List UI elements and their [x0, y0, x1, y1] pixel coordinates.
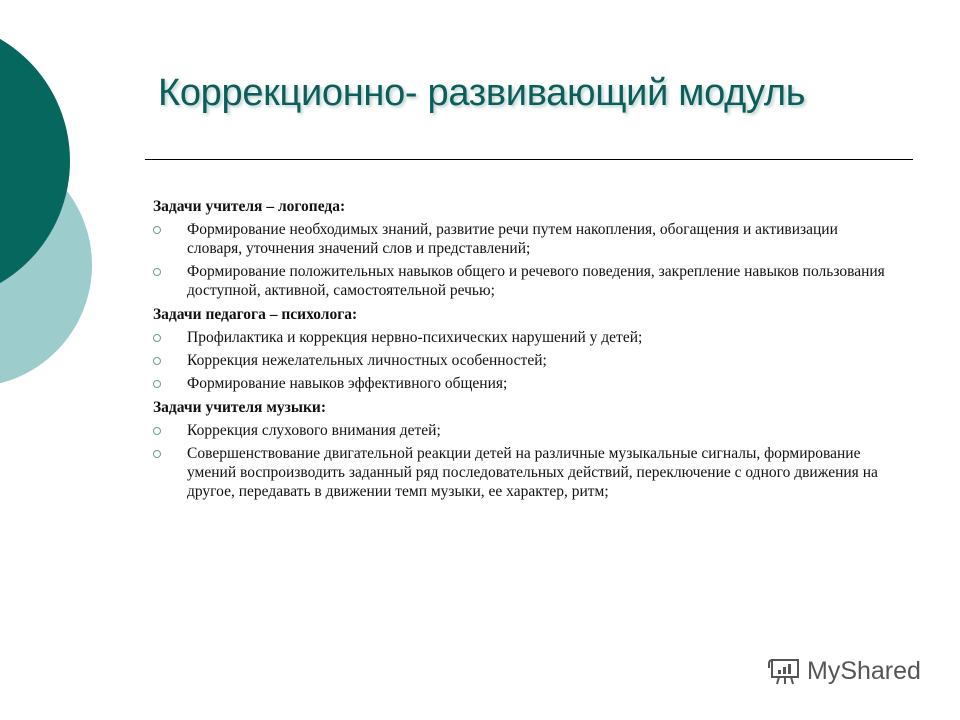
bullet-icon — [153, 427, 161, 435]
section-heading: Задачи педагога – психолога: — [153, 306, 358, 323]
title-divider — [145, 159, 913, 160]
slide-content — [153, 197, 893, 506]
section-heading: Задачи учителя – логопеда: — [153, 198, 346, 215]
list-item: Формирование необходимых знаний, развитие речи путем накопления, обогащения и активизации словаря, уточнения значений слов и представлений; — [153, 220, 893, 258]
section-list — [153, 421, 893, 501]
bullet-icon — [153, 334, 161, 342]
list-item: Коррекция нежелательных личностных особенностей; — [153, 351, 893, 370]
watermark-logo — [767, 656, 921, 686]
bullet-icon — [153, 357, 161, 365]
section-list — [153, 220, 893, 300]
section-heading: Задачи учителя музыки: — [153, 399, 326, 416]
bullet-icon — [153, 226, 161, 234]
bullet-icon — [153, 380, 161, 388]
list-item: Коррекция слухового внимания детей; — [153, 421, 893, 440]
list-item: Формирование положительных навыков общего и речевого поведения, закрепление навыков пользования доступной, активной, самостоятельной речью; — [153, 262, 893, 300]
presentation-board-icon — [767, 656, 801, 686]
list-item: Профилактика и коррекция нервно-психических нарушений у детей; — [153, 328, 893, 347]
bullet-icon — [153, 268, 161, 276]
section-list — [153, 328, 893, 393]
list-item: Совершенствование двигательной реакции детей на различные музыкальные сигналы, формирование умений воспроизводить заданный ряд последовательных действий, переключение с одного движения на другое, передавать в движении темп музыки, ее характер, ритм; — [153, 444, 893, 501]
watermark-text: MyShared — [807, 656, 921, 685]
list-item: Формирование навыков эффективного общения; — [153, 374, 893, 393]
bullet-icon — [153, 450, 161, 458]
slide-title: Коррекционно- развивающий модуль — [158, 72, 806, 114]
